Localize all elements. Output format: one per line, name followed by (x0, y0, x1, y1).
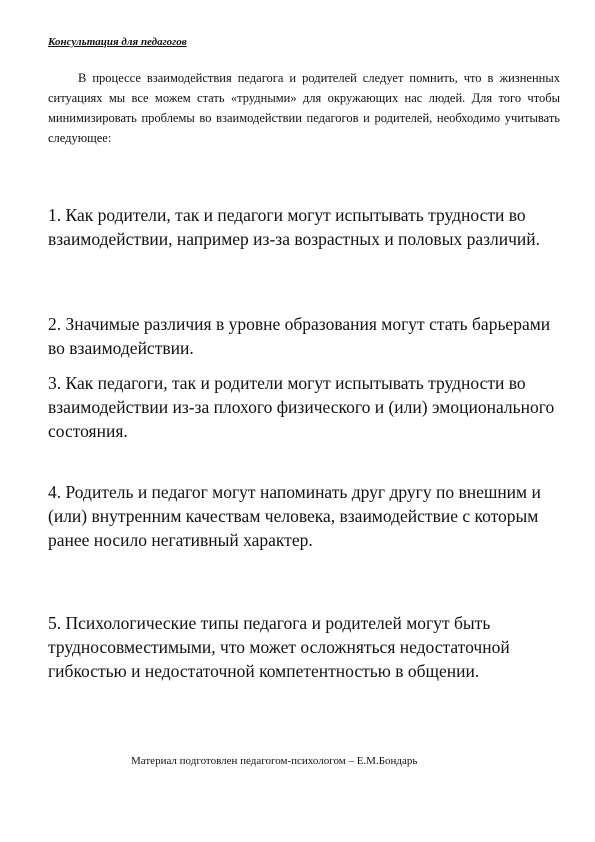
list-item-1: 1. Как родители, так и педагоги могут испытывать трудности во взаимодействии, например из-за возрастных и половых различий. (48, 205, 541, 249)
list-item-3: 3. Как педагоги, так и родители могут испытывать трудности во взаимодействии из-за плохого физического и (или) эмоционального состояния. (48, 373, 555, 441)
list-item-4: 4. Родитель и педагог могут напоминать друг другу по внешним и (или) внутренним качествам человека, взаимодействие с которым ранее носило негативный характер. (48, 482, 541, 550)
intro-paragraph: В процессе взаимодействия педагога и родителей следует помнить, что в жизненных ситуациях мы все можем стать «трудными» для окружающих нас людей. Для того чтобы минимизировать проблемы во взаимодействии педагогов и родителей, необходимо учитывать следующее: (48, 71, 560, 145)
list-item-2: 2. Значимые различия в уровне образования могут стать барьерами во взаимодействии. (48, 314, 551, 358)
author-footer: Материал подготовлен педагогом-психологом – Е.М.Бондарь (131, 755, 418, 767)
list-item-5: 5. Психологические типы педагога и родителей могут быть трудносовместимыми, что может осложняться недостаточной гибкостью и недостаточной компетентностью в общении. (48, 613, 510, 681)
document-heading: Консультация для педагогов (48, 36, 187, 48)
